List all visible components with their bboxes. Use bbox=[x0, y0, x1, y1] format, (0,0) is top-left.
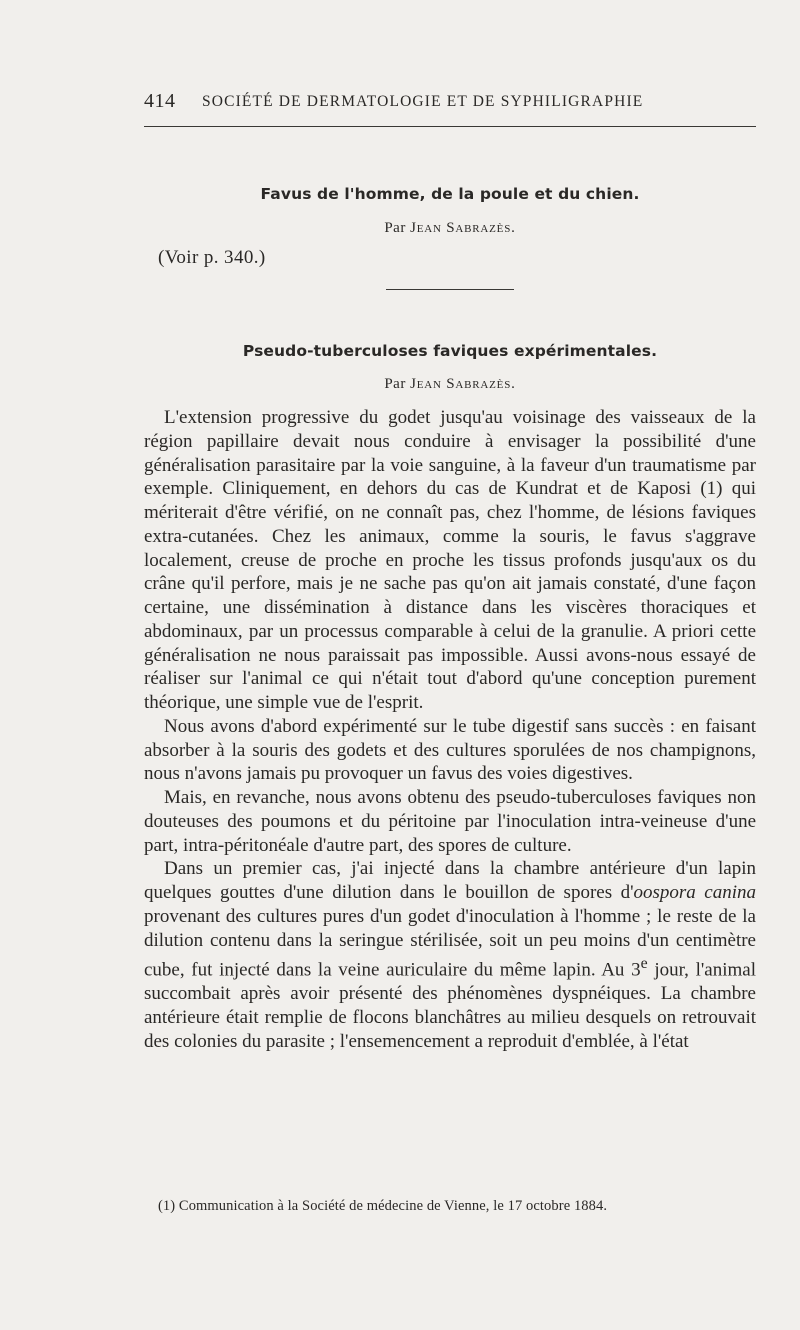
ordinal-superscript: e bbox=[640, 955, 648, 973]
see-page-reference: (Voir p. 340.) bbox=[158, 247, 266, 268]
paragraph: Nous avons d'abord expérimenté sur le tube digestif sans succès : en faisant absorber à la souris des godets et des cultures sporulées de nos champignons, nous n'avons jamais pu provoquer un favus des voies digestives. bbox=[144, 715, 756, 785]
article-title-pseudo-tuberculoses: Pseudo-tuberculoses faviques expérimentales. bbox=[242, 342, 658, 360]
page-header bbox=[144, 90, 756, 116]
footnote: (1) Communication à la Société de médecine de Vienne, le 17 octobre 1884. bbox=[158, 1198, 608, 1214]
paragraph-text: jour, l'animal succombait après avoir présenté des phénomènes dyspnéiques. La chambre antérieure était remplie de flocons blanchâtres au milieu desquels on retrouvait des colonies du parasite ; l'ensemencement a reproduit d'emblée, à l'état bbox=[144, 959, 757, 1052]
section-divider bbox=[386, 289, 514, 290]
article-title-favus: Favus de l'homme, de la poule et du chien. bbox=[260, 185, 640, 203]
article-byline-pseudo-tuberculoses bbox=[144, 376, 756, 393]
paragraph: L'extension progressive du godet jusqu'au voisinage des vaisseaux de la région papillaire devait nous conduire à envisager la possibilité d'une généralisation parasitaire par la voie sanguine, à la faveur d'un traumatisme par exemple. Cliniquement, en dehors du cas de Kundrat et de Kaposi (1) qui mériterait d'être vérifié, on ne connaît pas, chez l'homme, de lésions faviques extra-cutanées. Chez les animaux, comme la souris, le favus s'aggrave localement, creuse de proche en proche les tissus profonds jusqu'aux os du crâne qu'il perfore, mais je ne sache pas qu'on ait jamais constaté, d'une façon certaine, une dissémination à distance dans les viscères thoraciques et abdominaux, par un processus comparable à celui de la granulie. A priori cette généralisation ne nous paraissait pas impossible. Aussi avons-nous essayé de réaliser sur l'animal ce qui n'était tout d'abord qu'une conception purement théorique, une simple vue de l'esprit. bbox=[144, 407, 756, 713]
running-title: SOCIÉTÉ DE DERMATOLOGIE ET DE SYPHILIGRAPHIE bbox=[202, 93, 644, 110]
author-name: Jean Sabrazès. bbox=[410, 220, 516, 236]
header-rule bbox=[144, 126, 756, 127]
author-name: Jean Sabrazès. bbox=[410, 376, 516, 392]
page-number: 414 bbox=[144, 90, 176, 112]
paragraph-text: Dans un premier cas, j'ai injecté dans la chambre antérieure d'un lapin quelques gouttes d'une dilution dans le bouillon de spores d' bbox=[144, 858, 756, 903]
paragraph: Mais, en revanche, nous avons obtenu des pseudo-tuberculoses faviques non douteuses des poumons et du péritoine par l'inoculation intra-veineuse d'une part, intra-péritonéale d'autre part, des spores de culture. bbox=[144, 787, 756, 856]
species-name: oospora canina bbox=[633, 882, 756, 903]
paragraph bbox=[144, 857, 756, 1053]
article-body bbox=[144, 406, 756, 1054]
paragraph-text: provenant des cultures pures d'un godet d'inoculation à l'homme ; le reste de la dilution contenu dans la seringue stérilisée, soit un peu moins d'un centimètre cube, fut injecté dans la veine auriculaire du même lapin. Au 3 bbox=[144, 905, 756, 981]
article-byline-favus bbox=[144, 220, 756, 237]
byline-prefix: Par bbox=[384, 376, 406, 392]
byline-prefix: Par bbox=[384, 220, 406, 236]
